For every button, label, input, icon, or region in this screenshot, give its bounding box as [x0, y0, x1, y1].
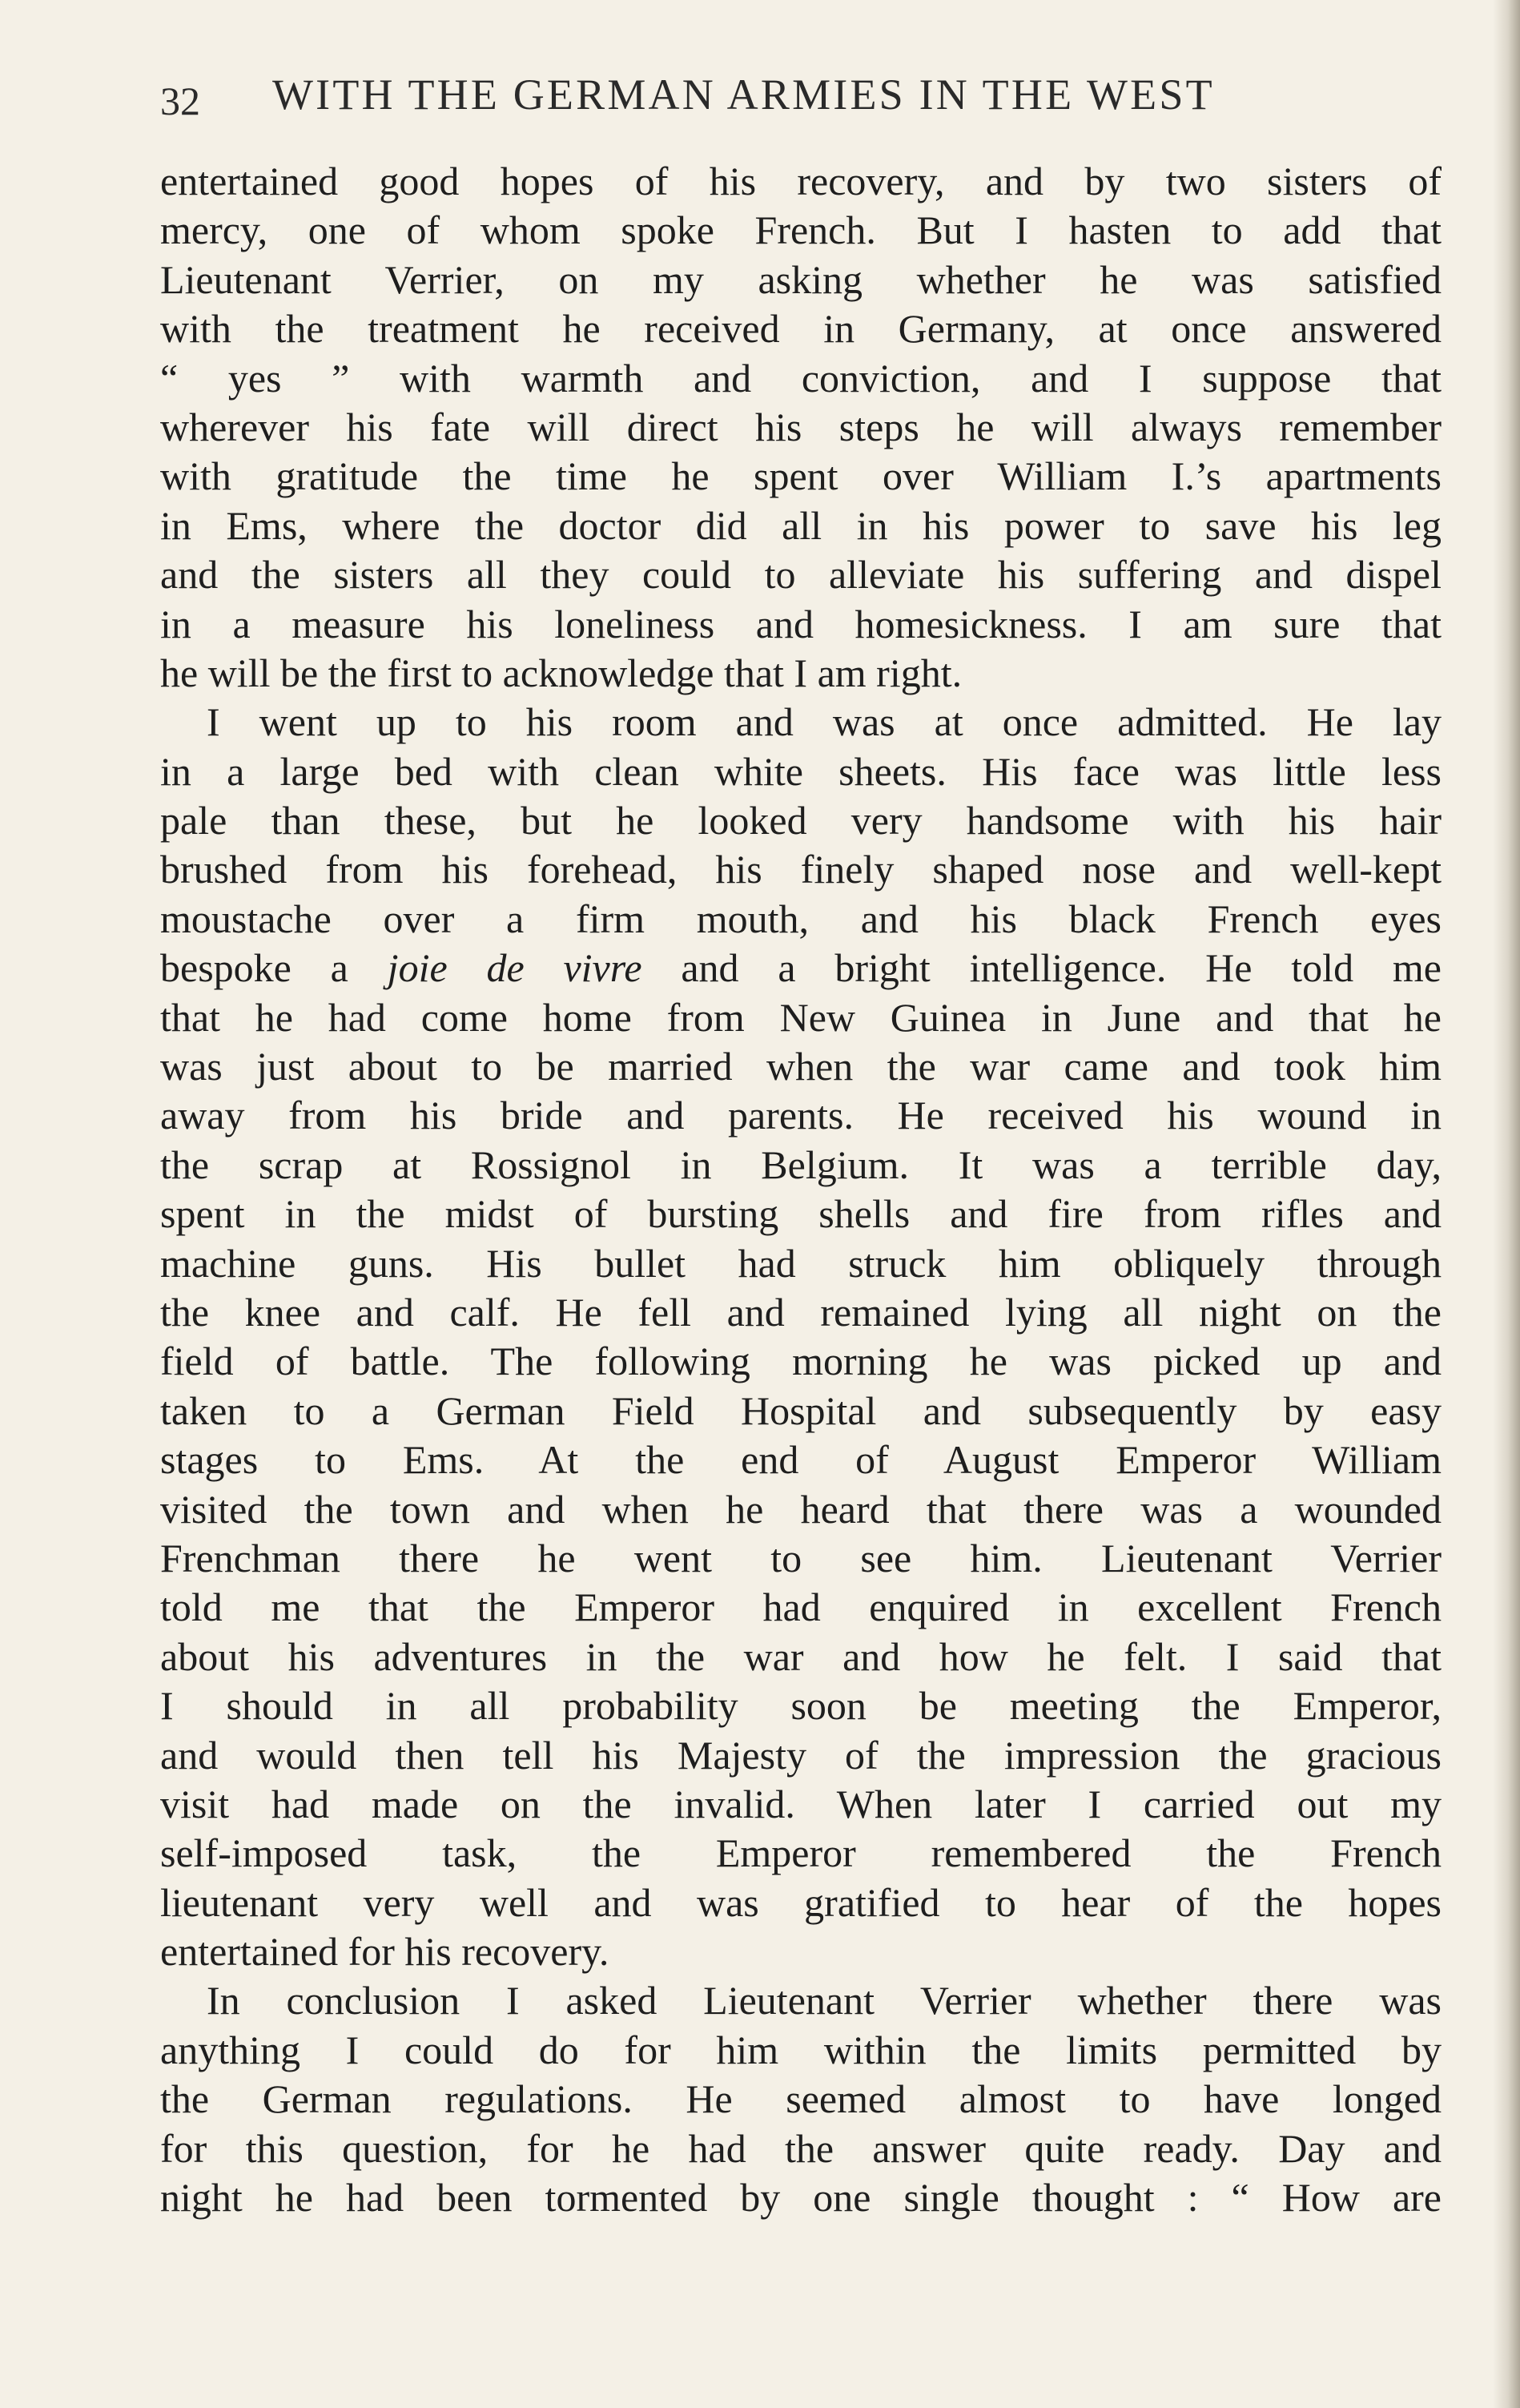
text-line: brushed from his forehead, his finely shaped nose and well-kept — [160, 847, 1442, 892]
text-line: moustache over a firm mouth, and his black French eyes — [160, 896, 1442, 941]
page-edge-shadow — [1493, 0, 1520, 2408]
italic-phrase: joie de vivre — [387, 945, 642, 991]
text-line: in a measure his loneliness and homesickness. I am sure that — [160, 601, 1442, 646]
text-run: bespoke a — [160, 945, 388, 991]
text-line: visited the town and when he heard that there was a wounded — [160, 1486, 1442, 1532]
text-line: self-imposed task, the Emperor remembered the French — [160, 1830, 1442, 1876]
text-line: stages to Ems. At the end of August Emperor William — [160, 1437, 1442, 1483]
text-line: machine guns. His bullet had struck him obliquely through — [160, 1240, 1442, 1286]
text-line: In conclusion I asked Lieutenant Verrier whether there was — [207, 1978, 1442, 2023]
text-line: field of battle. The following morning he was picked up and — [160, 1339, 1442, 1384]
text-line: entertained good hopes of his recovery, and by two sisters of — [160, 159, 1442, 203]
text-line: I went up to his room and was at once admitted. He lay — [207, 699, 1442, 745]
text-line: Lieutenant Verrier, on my asking whether he was satisfied — [160, 256, 1442, 302]
text-line: wherever his fate will direct his steps he will always remember — [160, 404, 1442, 449]
text-line: visit had made on the invalid. When later I carried out my — [160, 1781, 1442, 1826]
text-line: the scrap at Rossignol in Belgium. It was a terrible day, — [160, 1142, 1442, 1187]
text-line: in Ems, where the doctor did all in his power to save his leg — [160, 502, 1442, 548]
text-line: the German regulations. He seemed almost to have longed — [160, 2076, 1442, 2122]
running-head: WITH THE GERMAN ARMIES IN THE WEST — [272, 70, 1215, 119]
text-line: with gratitude the time he spent over William I.’s apartments — [160, 453, 1442, 499]
text-line: taken to a German Field Hospital and subsequently by easy — [160, 1387, 1442, 1433]
text-line — [160, 944, 1442, 993]
text-line: and the sisters all they could to alleviate his suffering and dispel — [160, 552, 1442, 598]
text-line: pale than these, but he looked very handsome with his hair — [160, 798, 1442, 844]
text-line: night he had been tormented by one single thought : “ How are — [160, 2175, 1442, 2221]
text-line: spent in the midst of bursting shells and fire from rifles and — [160, 1191, 1442, 1237]
text-line: that he had come home from New Guinea in June and that he — [160, 994, 1442, 1040]
text-line: I should in all probability soon be meeting the Emperor, — [160, 1683, 1442, 1729]
text-line: lieutenant very well and was gratified to hear of the hopes — [160, 1879, 1442, 1925]
body-text — [160, 157, 1442, 2222]
text-line: was just about to be married when the war came and took him — [160, 1044, 1442, 1089]
text-line: “ yes ” with warmth and conviction, and I suppose that — [160, 355, 1442, 401]
text-line: away from his bride and parents. He received his wound in — [160, 1093, 1442, 1138]
text-line: entertained for his recovery. — [160, 1929, 609, 1975]
text-run: and a bright intelligence. He told me — [641, 945, 1442, 991]
text-line: with the treatment he received in Germany, at once answered — [160, 306, 1442, 352]
text-line: he will be the first to acknowledge that I am right. — [160, 650, 963, 695]
text-line: Frenchman there he went to see him. Lieutenant Verrier — [160, 1535, 1442, 1581]
text-line: mercy, one of whom spoke French. But I hasten to add that — [160, 207, 1442, 253]
text-line: the knee and calf. He fell and remained lying all night on the — [160, 1289, 1442, 1335]
text-line: in a large bed with clean white sheets. His face was little less — [160, 748, 1442, 794]
text-line: told me that the Emperor had enquired in excellent French — [160, 1585, 1442, 1630]
text-line: and would then tell his Majesty of the impression the gracious — [160, 1732, 1442, 1778]
page-number: 32 — [160, 79, 200, 123]
text-line: anything I could do for him within the limits permitted by — [160, 2027, 1442, 2072]
text-line: about his adventures in the war and how he felt. I said that — [160, 1633, 1442, 1679]
text-line: for this question, for he had the answer quite ready. Day and — [160, 2125, 1442, 2171]
page-header — [160, 70, 1361, 127]
